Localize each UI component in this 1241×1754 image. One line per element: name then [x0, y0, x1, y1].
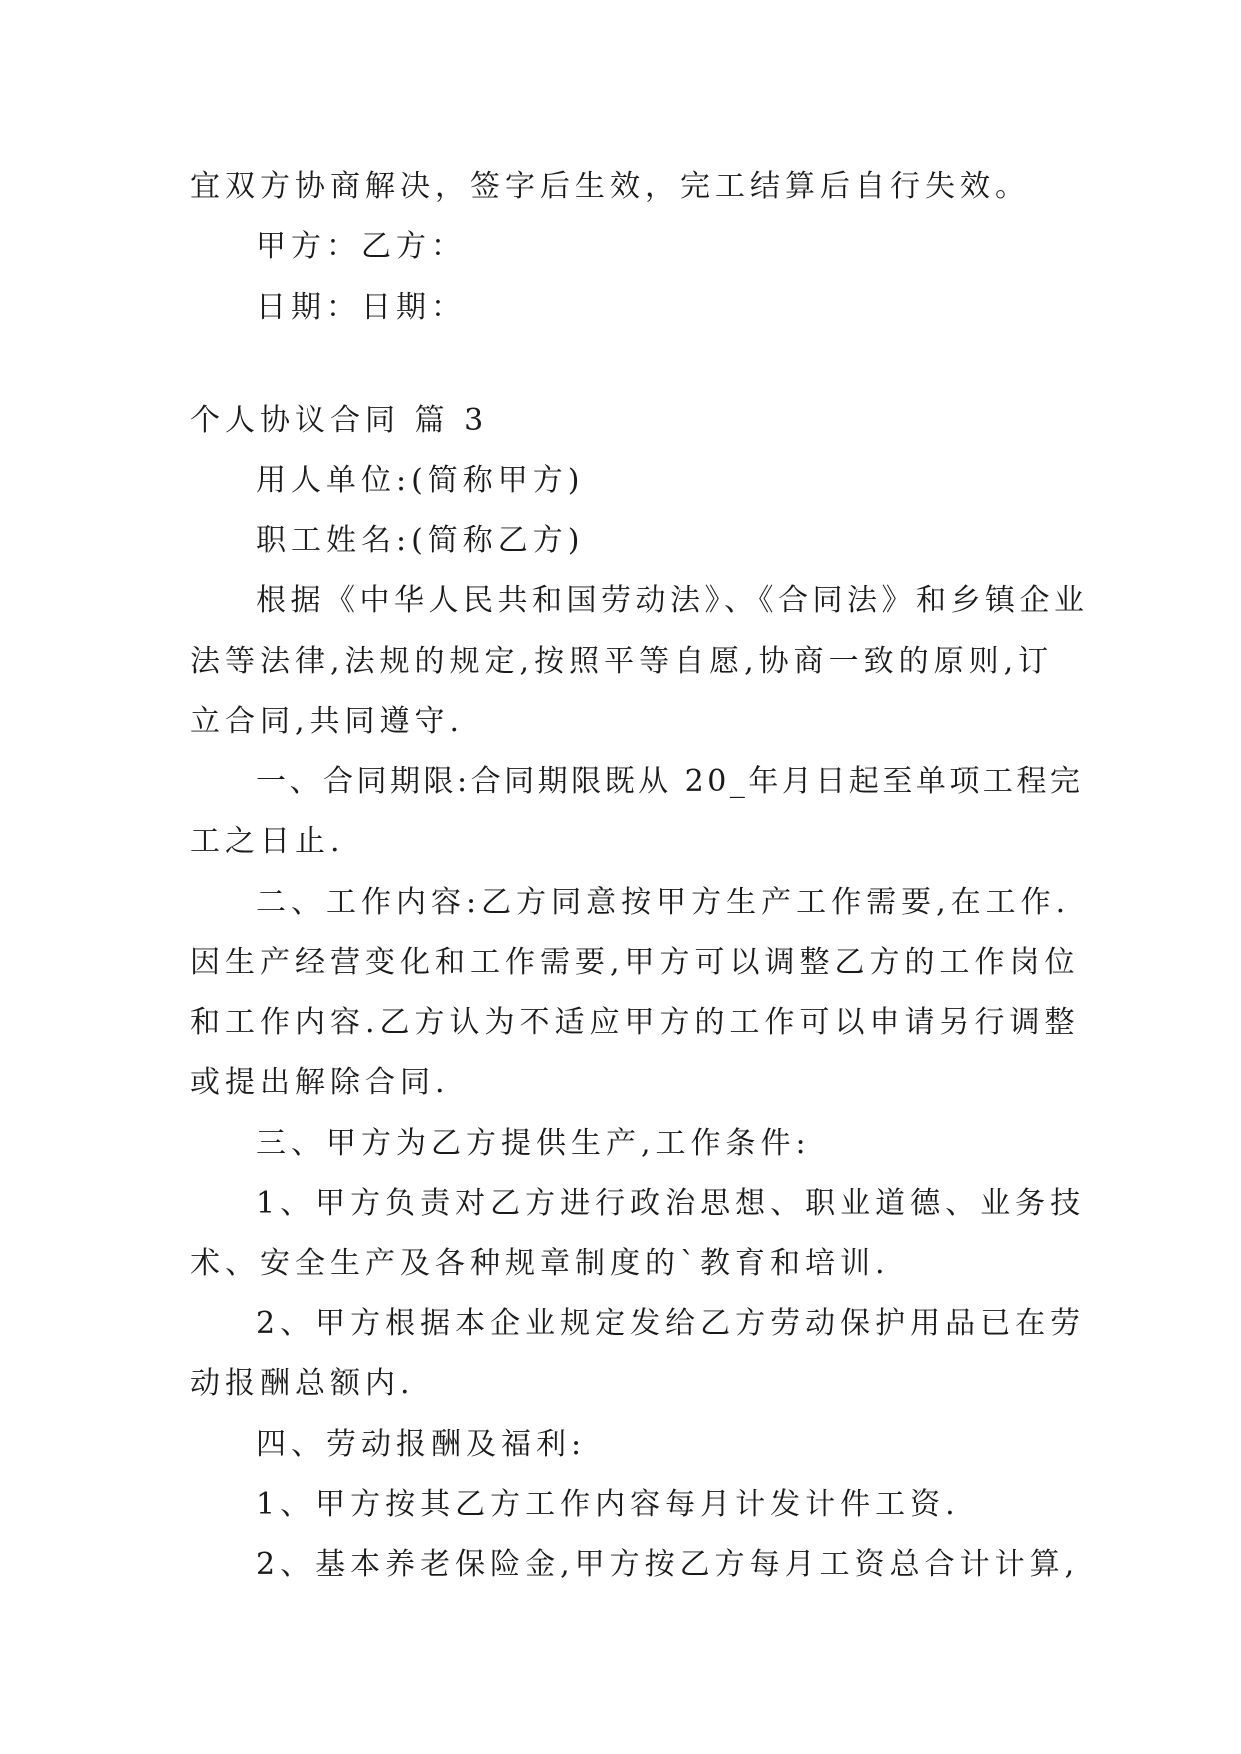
clause-line: 和工作内容.乙方认为不适应甲方的工作可以申请另行调整	[190, 1005, 1080, 1040]
section-title: 个人协议合同 篇 3	[190, 403, 489, 438]
clause-line: 因生产经营变化和工作需要,甲方可以调整乙方的工作岗位	[190, 945, 1080, 980]
clause-line: 三、甲方为乙方提供生产,工作条件:	[256, 1126, 811, 1161]
clause-line: 一、合同期限:合同期限既从 20_年月日起至单项工程完	[256, 764, 1084, 799]
clause-line: 工之日止.	[190, 824, 345, 859]
paragraph-line: 法等法律,法规的规定,按照平等自愿,协商一致的原则,订	[190, 644, 1054, 679]
signature-date-line: 日期：日期：	[256, 290, 466, 325]
paragraph-line: 立合同,共同遵守.	[190, 704, 465, 739]
paragraph-line: 根据《中华人民共和国劳动法》、《合同法》和乡镇企业	[256, 583, 1089, 618]
clause-line: 术、安全生产及各种规章制度的`教育和培训.	[190, 1246, 890, 1281]
clause-line: 动报酬总额内.	[190, 1366, 415, 1401]
clause-line: 二、工作内容:乙方同意按甲方生产工作需要,在工作.	[256, 885, 1071, 920]
clause-line: 四、劳动报酬及福利:	[256, 1427, 587, 1462]
clause-line: 1、甲方负责对乙方进行政治思想、职业道德、业务技	[256, 1186, 1086, 1221]
employee-line: 职工姓名:(简称乙方)	[256, 523, 585, 558]
employer-line: 用人单位:(简称甲方)	[256, 463, 585, 498]
signature-party-line: 甲方：乙方：	[256, 229, 466, 264]
body-line: 宜双方协商解决，签字后生效，完工结算后自行失效。	[190, 169, 1030, 204]
clause-line: 2、基本养老保险金,甲方按乙方每月工资总合计计算,	[256, 1547, 1080, 1582]
clause-line: 1、甲方按其乙方工作内容每月计发计件工资.	[256, 1487, 960, 1522]
clause-line: 2、甲方根据本企业规定发给乙方劳动保护用品已在劳	[256, 1306, 1086, 1341]
clause-line: 或提出解除合同.	[190, 1065, 450, 1100]
